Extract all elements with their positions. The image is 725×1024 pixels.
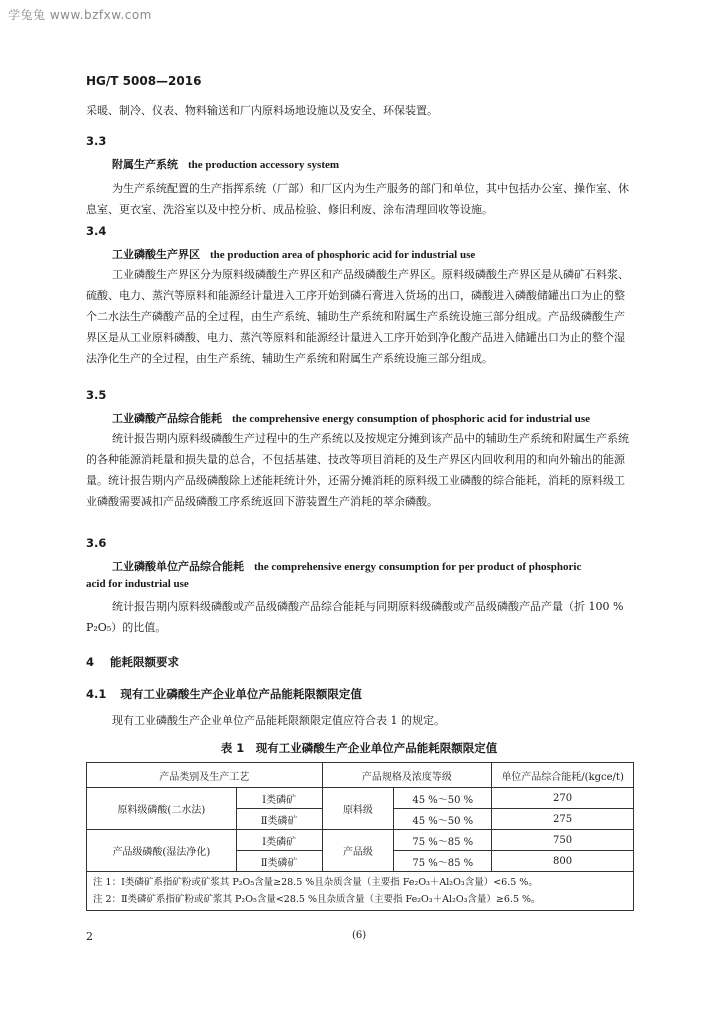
term-3-3: [112, 156, 339, 172]
table-note-2: 注 2：Ⅱ类磷矿系指矿粉或矿浆其 P₂O₅含量<28.5 %且杂质含量（主要指 Fe₂O₃＋Al₂O₃含量）≥6.5 %。: [93, 894, 541, 905]
clause-number-3-5: 3.5: [86, 388, 107, 402]
conc-cell: 45 %～50 %: [394, 809, 492, 830]
clause-4-1-heading: 4.1 现有工业磷酸生产企业单位产品能耗限额限定值: [86, 687, 362, 701]
energy-limit-table: [86, 762, 634, 911]
term-en: the comprehensive energy consumption for per product of phosphoric: [254, 561, 582, 573]
term-en: the production accessory system: [188, 159, 340, 171]
clause-number-3-4: 3.4: [86, 224, 107, 238]
body-4-1: 现有工业磷酸生产企业单位产品能耗限额限定值应符合表 1 的规定。: [112, 714, 445, 727]
term-cn: 附属生产系统: [112, 158, 178, 171]
table-row: [87, 788, 634, 809]
watermark: 学兔兔 www.bzfxw.com: [8, 8, 152, 22]
term-3-5: [112, 410, 590, 426]
table-header-row: [87, 763, 634, 788]
product-cell: 原料级磷酸(二水法): [87, 788, 237, 830]
page-number: 2: [86, 930, 93, 943]
term-cn: 工业磷酸产品综合能耗: [112, 412, 222, 425]
conc-cell: 75 %～85 %: [394, 830, 492, 851]
ore-cell: Ⅰ类磷矿: [236, 830, 322, 851]
header-product: 产品类别及生产工艺: [87, 763, 323, 788]
clause-number-3-6: 3.6: [86, 536, 107, 550]
header-grade: 产品规格及浓度等级: [322, 763, 492, 788]
term-cn: 工业磷酸生产界区: [112, 248, 200, 261]
intro-paragraph: 采暖、制冷、仪表、物料输送和厂内原料场地设施以及安全、环保装置。: [86, 104, 438, 117]
term-cn: 工业磷酸单位产品综合能耗: [112, 560, 244, 573]
standard-number: HG/T 5008—2016: [86, 74, 202, 88]
product-cell: 产品级磷酸(湿法净化): [87, 830, 237, 872]
body-3-3: 为生产系统配置的生产指挥系统（厂部）和厂区内为生产服务的部门和单位，其中包括办公室、操作室、休息室、更衣室、洗浴室以及中控分析、成品检验、修旧利废、涂布清理回收等设施。: [86, 182, 629, 216]
value-cell: 275: [492, 809, 634, 830]
clause-number-3-3: 3.3: [86, 134, 107, 148]
header-energy: 单位产品综合能耗/(kgce/t): [492, 763, 634, 788]
ore-cell: Ⅱ类磷矿: [236, 851, 322, 872]
table-1-caption: 表 1 现有工业磷酸生产企业单位产品能耗限额限定值: [220, 741, 498, 755]
term-3-4: [112, 246, 475, 262]
value-cell: 270: [492, 788, 634, 809]
grade-cell: 产品级: [322, 830, 394, 872]
term-en: the production area of phosphoric acid for industrial use: [210, 249, 476, 261]
conc-cell: 45 %～50 %: [394, 788, 492, 809]
footer-center: (6): [352, 930, 367, 941]
ore-cell: Ⅱ类磷矿: [236, 809, 322, 830]
value-cell: 800: [492, 851, 634, 872]
value-cell: 750: [492, 830, 634, 851]
term-3-6: [112, 558, 581, 574]
grade-cell: 原料级: [322, 788, 394, 830]
conc-cell: 75 %～85 %: [394, 851, 492, 872]
chapter-4-heading: 4 能耗限额要求: [86, 655, 180, 669]
body-3-4: 工业磷酸生产界区分为原料级磷酸生产界区和产品级磷酸生产界区。原料级磷酸生产界区是从磷矿石料浆、硫酸、电力、蒸汽等原料和能源经计量进入工序开始到磷石膏进入货场的出口，磷酸进入磷酸储罐出口为止的整个二水法生产磷酸产品的全过程，由生产系统、辅助生产系统和附属生产系统设施三部分组成。产品级磷酸生产界区是从工业原料磷酸、电力、蒸汽等原料和能源经计量进入工序开始到净化酸产品进入储罐出口为止的整个湿法净化生产的全过程，由生产系统、辅助生产系统和附属生产系统设施三部分组成。: [86, 268, 629, 365]
table-note-1: 注 1：Ⅰ类磷矿系指矿粉或矿浆其 P₂O₅含量≥28.5 %且杂质含量（主要指 Fe₂O₃＋Al₂O₃含量）<6.5 %。: [93, 877, 538, 888]
term-en: the comprehensive energy consumption of phosphoric acid for industrial use: [232, 413, 591, 425]
table-notes: [87, 872, 634, 911]
body-3-6: 统计报告期内原料级磷酸或产品级磷酸产品综合能耗与同期原料级磷酸或产品级磷酸产品产量（折 100 % P₂O₅）的比值。: [86, 600, 624, 634]
table-row: [87, 830, 634, 851]
term-3-6-en-cont: acid for industrial use: [86, 578, 189, 590]
body-3-5: 统计报告期内原料级磷酸生产过程中的生产系统以及按规定分摊到该产品中的辅助生产系统和附属生产系统的各种能源消耗量和损失量的总合，不包括基建、技改等项目消耗的及生产界区内回收利用的和向外输出的能源量。统计报告期内产品级磷酸除上述能耗统计外，还需分摊消耗的原料级工业磷酸的综合能耗，消耗的原料级工业磷酸需要减扣产品级磷酸工序系统返回下游装置生产消耗的萃余磷酸。: [86, 432, 629, 508]
ore-cell: Ⅰ类磷矿: [236, 788, 322, 809]
table-notes-row: [87, 872, 634, 911]
